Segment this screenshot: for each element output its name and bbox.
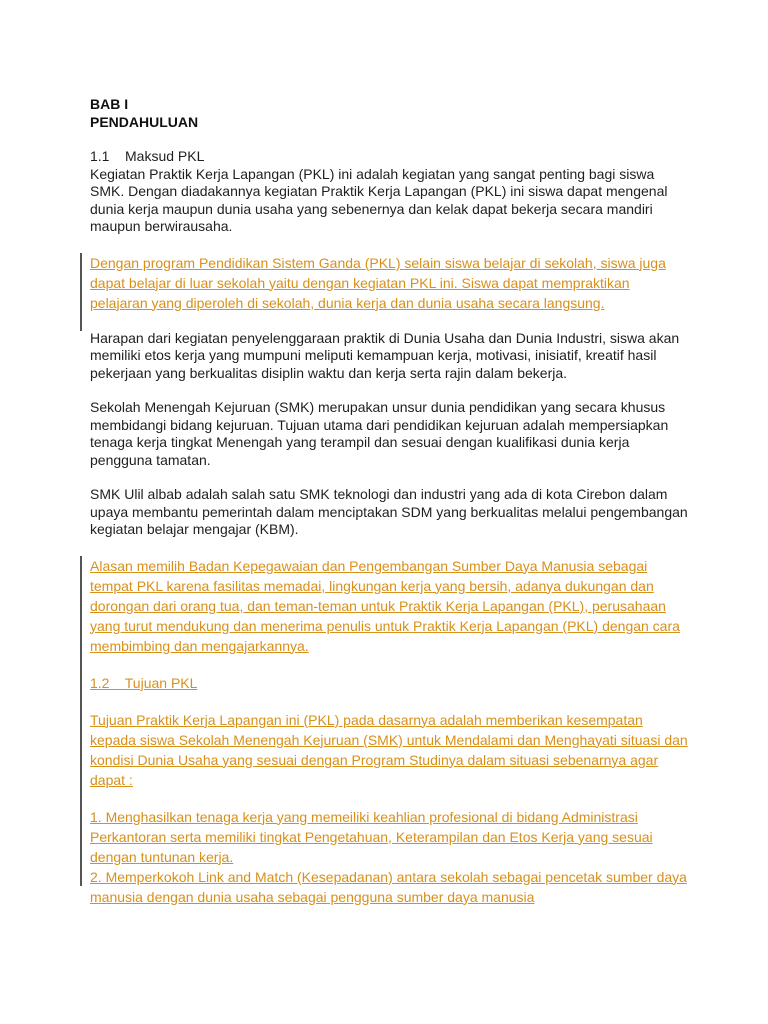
section-heading-tujuan: 1.2 Tujuan PKL <box>90 674 198 691</box>
tracked-text-sistem-ganda: Dengan program Pendidikan Sistem Ganda (PKL) selain siswa belajar di sekolah, siswa juga dapat belajar di luar sekolah yaitu dengan kegiatan PKL ini. Siswa dapat mempraktikan pelajaran yang diperoleh di sekolah, dunia kerja dan dunia usaha secara langsung. <box>90 254 666 311</box>
change-bar <box>80 556 82 886</box>
list-item: 2. Memperkokoh Link and Match (Kesepadanan) antara sekolah sebagai pencetak sumber daya manusia dengan dunia usaha sebagai pengguna sumber daya manusia <box>90 868 687 905</box>
paragraph-intro: Kegiatan Praktik Kerja Lapangan (PKL) ini adalah kegiatan yang sangat penting bagi siswa SMK. Dengan diadakannya kegiatan Praktik Kerja Lapangan (PKL) ini siswa dapat mengenal dunia kerja maupun dunia usaha yang sebenernya dan kelak dapat bekerja secara mandiri maupun berwirausaha. <box>90 165 668 234</box>
paragraph-smk: Sekolah Menengah Kejuruan (SMK) merupakan unsur dunia pendidikan yang secara khusus membidangi bidang kejuruan. Tujuan utama dari pendidikan kejuruan adalah mempersiapkan tenaga kerja tingkat Menengah yang terampil dan sesuai dengan kualifikasi dunia kerja pengguna tamatan. <box>90 399 669 468</box>
tracked-change-block <box>90 556 690 907</box>
tracked-text-alasan: Alasan memilih Badan Kepegawaian dan Pengembangan Sumber Daya Manusia sebagai tempat PKL karena fasilitas memadai, lingkungan kerja yang bersih, adanya dukungan dan dorongan dari orang tua, dan teman-teman untuk Praktik Kerja Lapangan (PKL), perusahaan yang turut mendukung dan menerima penulis untuk Praktik Kerja Lapangan (PKL) dengan cara membimbing dan mengajarkannya. <box>90 557 680 654</box>
document-page <box>90 95 690 907</box>
section-heading-maksud: 1.1 Maksud PKL <box>90 148 205 164</box>
paragraph-harapan: Harapan dari kegiatan penyelenggaraan praktik di Dunia Usaha dan Dunia Industri, siswa akan memiliki etos kerja yang mumpuni meliputi kemampuan kerja, motivasi, inisiatif, kreatif hasil pekerjaan yang berkualitas disiplin waktu dan kerja serta rajin dalam bekerja. <box>90 329 680 381</box>
tracked-text-tujuan: Tujuan Praktik Kerja Lapangan ini (PKL) pada dasarnya adalah memberikan kesempatan kepada siswa Sekolah Menengah Kejuruan (SMK) untuk Mendalami dan Menghayati situasi dan kondisi Dunia Usaha yang sesuai dengan Program Studinya dalam situasi sebenarnya agar dapat : <box>90 711 688 788</box>
chapter-number: BAB I <box>90 96 129 112</box>
paragraph-ulil-albab: SMK Ulil albab adalah salah satu SMK teknologi dan industri yang ada di kota Cirebon dalam upaya membantu pemerintah dalam menciptakan SDM yang berkualitas melalui pengembangan kegiatan belajar mengajar (KBM). <box>90 486 688 537</box>
list-item: 1. Menghasilkan tenaga kerja yang memeiliki keahlian profesional di bidang Administrasi Perkantoran serta memiliki tingkat Pengetahuan, Keterampilan dan Etos Kerja yang sesuai dengan tuntunan kerja. <box>90 808 653 865</box>
chapter-title: PENDAHULUAN <box>90 114 199 130</box>
change-bar <box>80 253 82 331</box>
tracked-change-paragraph <box>90 253 690 313</box>
